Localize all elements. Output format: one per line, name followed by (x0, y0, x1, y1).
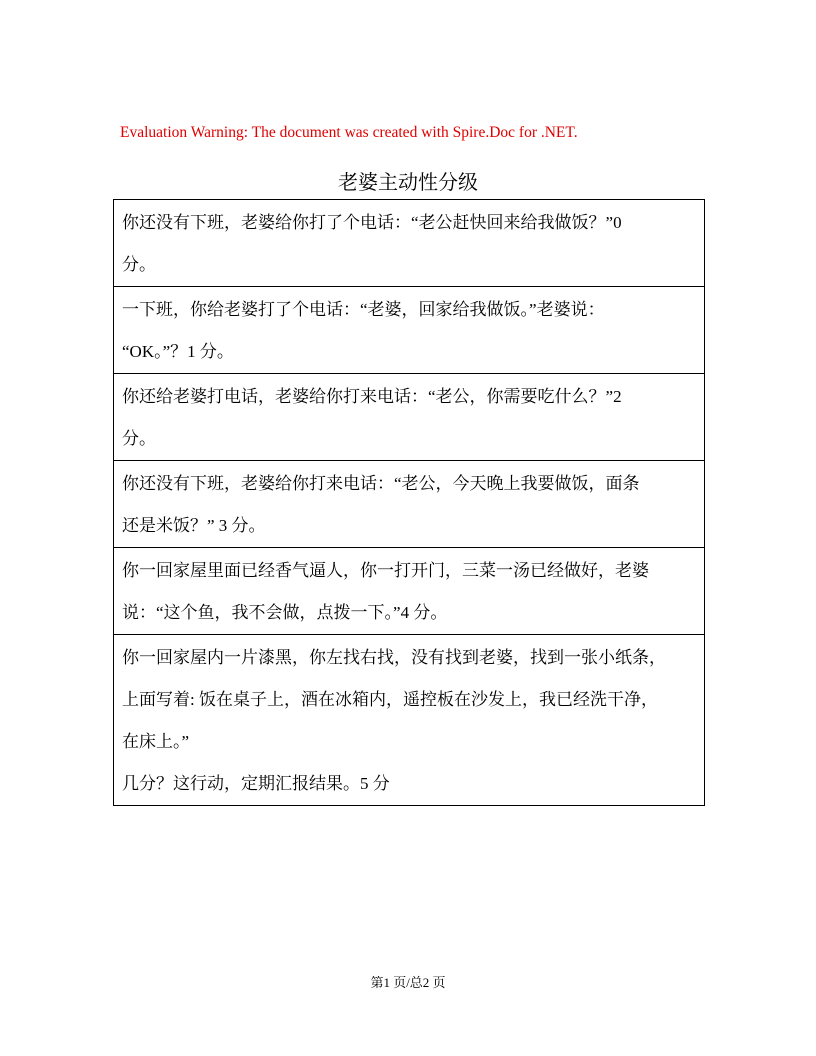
table-row (114, 286, 704, 373)
page-footer: 第1 页/总2 页 (370, 975, 446, 990)
row-text-line: 你一回家屋里面已经香气逼人，你一打开门，三菜一汤已经做好，老婆 (122, 561, 649, 580)
evaluation-warning: Evaluation Warning: The document was created with Spire.Doc for .NET. (120, 124, 578, 141)
row-text-line: 说：“这个鱼，我不会做，点拨一下。”4 分。 (122, 603, 448, 622)
row-text-line: 分。 (122, 255, 156, 274)
table-row (114, 373, 704, 460)
table-row (114, 460, 704, 547)
document-title: 老婆主动性分级 (338, 172, 478, 194)
row-text-line: 还是米饭？” 3 分。 (122, 516, 266, 535)
rating-table (113, 199, 705, 806)
row-text-line: 上面写着: 饭在桌子上，酒在冰箱内，遥控板在沙发上，我已经洗干净， (122, 690, 658, 709)
row-text-line: 分。 (122, 429, 156, 448)
row-text-line: 你还没有下班，老婆给你打了个电话：“老公赶快回来给我做饭？”0 (122, 213, 622, 232)
row-text-line: 你还没有下班，老婆给你打来电话：“老公，今天晚上我要做饭，面条 (122, 474, 640, 493)
table-row (114, 634, 704, 805)
table-row (114, 547, 704, 634)
row-text-line: 一下班，你给老婆打了个电话：“老婆，回家给我做饭。”老婆说： (122, 300, 605, 319)
row-text-line: 你还给老婆打电话，老婆给你打来电话：“老公，你需要吃什么？”2 (122, 387, 622, 406)
table-row (114, 200, 704, 286)
row-text-line: 你一回家屋内一片漆黑，你左找右找，没有找到老婆，找到一张小纸条， (122, 648, 666, 667)
row-text-line: 在床上。” (122, 732, 190, 751)
row-text-line: 几分？这行动，定期汇报结果。5 分 (122, 774, 390, 793)
row-text-line: “OK。”？1 分。 (122, 342, 234, 361)
